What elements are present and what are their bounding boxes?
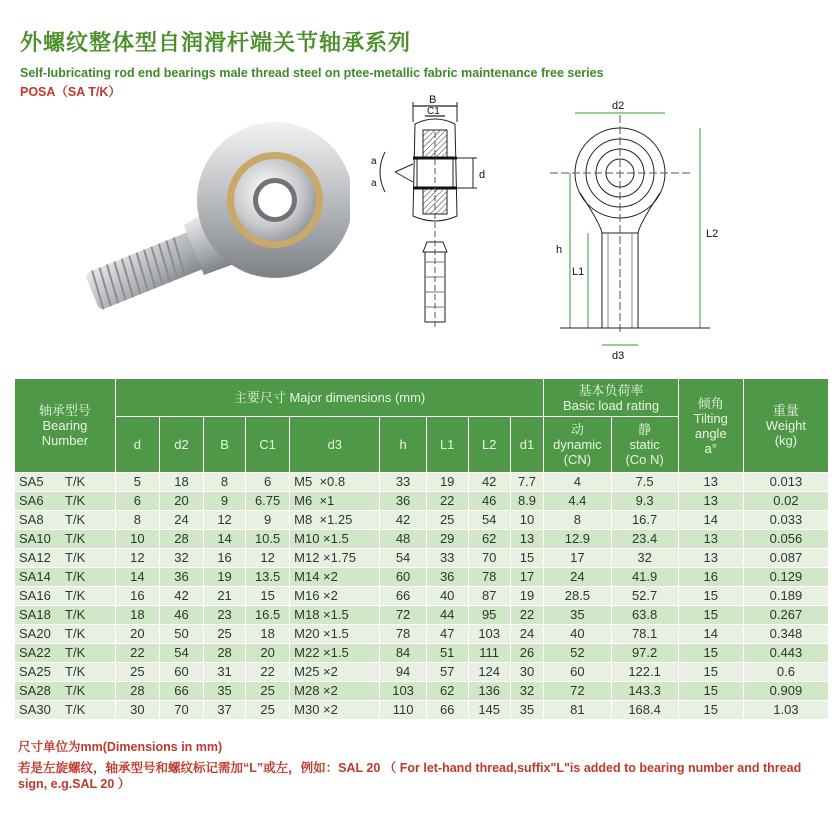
table-row <box>15 511 829 530</box>
table-cell: 12 <box>246 549 290 568</box>
rod-end-bearing-photo <box>60 110 350 310</box>
table-cell: 60 <box>380 568 426 587</box>
table-cell: 66 <box>159 682 203 701</box>
table-cell: 22 <box>426 492 468 511</box>
table-cell: 72 <box>544 682 611 701</box>
table-cell: 5 <box>115 473 159 492</box>
table-cell: 15 <box>678 701 743 720</box>
table-cell: 44 <box>426 606 468 625</box>
table-cell: 48 <box>380 530 426 549</box>
table-cell: 81 <box>544 701 611 720</box>
bearing-number-cell: SA6 T/K <box>15 492 116 511</box>
table-cell: 19 <box>510 587 544 606</box>
table-cell: 32 <box>510 682 544 701</box>
table-row <box>15 663 829 682</box>
table-cell: 31 <box>204 663 246 682</box>
table-row <box>15 682 829 701</box>
table-cell: 36 <box>380 492 426 511</box>
table-cell: 8 <box>115 511 159 530</box>
header-L2: L2 <box>468 417 510 473</box>
table-cell: 0.909 <box>743 682 828 701</box>
table-cell: 136 <box>468 682 510 701</box>
title-english: Self-lubricating rod end bearings male thread steel on ptee-metallic fabric maintenance free series <box>20 66 604 80</box>
table-cell: 33 <box>380 473 426 492</box>
table-cell: 40 <box>544 625 611 644</box>
table-cell: 66 <box>380 587 426 606</box>
table-cell: 70 <box>159 701 203 720</box>
table-cell: 18 <box>246 625 290 644</box>
header-B: B <box>204 417 246 473</box>
table-cell: 54 <box>380 549 426 568</box>
table-cell: 95 <box>468 606 510 625</box>
table-cell: 16.5 <box>246 606 290 625</box>
table-cell: 51 <box>426 644 468 663</box>
table-cell: 168.4 <box>611 701 678 720</box>
table-cell: M10 ×1.5 <box>290 530 380 549</box>
table-cell: 70 <box>468 549 510 568</box>
bearing-number-cell: SA30 T/K <box>15 701 116 720</box>
side-section-drawing <box>365 92 500 332</box>
table-cell: 12 <box>204 511 246 530</box>
table-cell: 103 <box>380 682 426 701</box>
table-cell: 0.189 <box>743 587 828 606</box>
dim-a-right: a <box>371 178 377 189</box>
header-major-dimensions: 主要尺寸 Major dimensions (mm) <box>115 379 543 417</box>
table-cell: 54 <box>159 644 203 663</box>
table-cell: 29 <box>426 530 468 549</box>
table-cell: 9 <box>246 511 290 530</box>
table-cell: M18 ×1.5 <box>290 606 380 625</box>
table-cell: 16 <box>204 549 246 568</box>
table-cell: 25 <box>204 625 246 644</box>
dim-h: h <box>556 244 563 256</box>
table-cell: 13 <box>510 530 544 549</box>
header-sta-en1: static <box>629 437 660 452</box>
table-cell: 15 <box>678 682 743 701</box>
model-series: POSA（SA T/K） <box>20 85 121 99</box>
table-cell: 0.02 <box>743 492 828 511</box>
table-cell: 7.7 <box>510 473 544 492</box>
table-cell: 7.5 <box>611 473 678 492</box>
table-cell: 15 <box>246 587 290 606</box>
table-cell: 50 <box>159 625 203 644</box>
header-model-cn: 轴承型号 <box>38 403 91 418</box>
table-cell: 63.8 <box>611 606 678 625</box>
table-cell: 28 <box>204 644 246 663</box>
table-cell: 0.056 <box>743 530 828 549</box>
header-d: d <box>115 417 159 473</box>
table-row <box>15 606 829 625</box>
table-cell: 6 <box>115 492 159 511</box>
table-cell: M6 ×1 <box>290 492 380 511</box>
table-cell: 103 <box>468 625 510 644</box>
table-cell: 0.033 <box>743 511 828 530</box>
table-cell: 1.03 <box>743 701 828 720</box>
table-cell: M30 ×2 <box>290 701 380 720</box>
table-cell: 42 <box>468 473 510 492</box>
table-cell: 10 <box>510 511 544 530</box>
table-cell: 16 <box>678 568 743 587</box>
table-cell: 8 <box>204 473 246 492</box>
dim-L1: L1 <box>572 266 585 278</box>
table-cell: M22 ×1.5 <box>290 644 380 663</box>
table-cell: M25 ×2 <box>290 663 380 682</box>
table-cell: 32 <box>159 549 203 568</box>
table-cell: M5 ×0.8 <box>290 473 380 492</box>
table-cell: 52 <box>544 644 611 663</box>
table-cell: 52.7 <box>611 587 678 606</box>
bearing-number-cell: SA8 T/K <box>15 511 116 530</box>
header-angle-en1: Tilting <box>693 410 728 426</box>
table-cell: 13 <box>678 530 743 549</box>
table-cell: 0.087 <box>743 549 828 568</box>
front-view-drawing <box>540 95 765 365</box>
table-cell: 19 <box>426 473 468 492</box>
table-cell: 84 <box>380 644 426 663</box>
table-row <box>15 701 829 720</box>
table-cell: 8.9 <box>510 492 544 511</box>
header-weight-cn: 重量 <box>772 403 799 418</box>
bearing-number-cell: SA14 T/K <box>15 568 116 587</box>
table-cell: 60 <box>159 663 203 682</box>
header-tilting-angle <box>678 379 743 473</box>
table-cell: 0.348 <box>743 625 828 644</box>
dim-d3: d3 <box>612 350 625 362</box>
header-weight-en1: Weight <box>765 418 807 433</box>
table-cell: 0.6 <box>743 663 828 682</box>
header-angle-en3: a° <box>704 440 717 456</box>
table-cell: 111 <box>468 644 510 663</box>
table-cell: 18 <box>159 473 203 492</box>
table-cell: 54 <box>468 511 510 530</box>
table-row <box>15 568 829 587</box>
table-row <box>15 530 829 549</box>
table-cell: 62 <box>426 682 468 701</box>
header-C1: C1 <box>246 417 290 473</box>
table-cell: 143.3 <box>611 682 678 701</box>
header-load-cn: 基本负荷率 <box>578 382 644 398</box>
table-cell: 4 <box>544 473 611 492</box>
table-cell: 0.267 <box>743 606 828 625</box>
table-cell: 97.2 <box>611 644 678 663</box>
table-cell: M12 ×1.75 <box>290 549 380 568</box>
table-cell: M8 ×1.25 <box>290 511 380 530</box>
table-cell: 18 <box>115 606 159 625</box>
bearing-number-cell: SA25 T/K <box>15 663 116 682</box>
table-cell: 25 <box>246 701 290 720</box>
header-d3: d3 <box>290 417 380 473</box>
dim-d2: d2 <box>612 100 625 112</box>
table-cell: 14 <box>678 511 743 530</box>
header-L1: L1 <box>426 417 468 473</box>
bearing-number-cell: SA18 T/K <box>15 606 116 625</box>
table-cell: 23 <box>204 606 246 625</box>
header-d1: d1 <box>510 417 544 473</box>
table-cell: 62 <box>468 530 510 549</box>
table-cell: 6 <box>246 473 290 492</box>
table-cell: 21 <box>204 587 246 606</box>
table-cell: 40 <box>426 587 468 606</box>
bearing-number-cell: SA22 T/K <box>15 644 116 663</box>
header-angle-en2: angle <box>694 425 727 441</box>
title-chinese: 外螺纹整体型自润滑杆端关节轴承系列 <box>20 31 412 56</box>
table-cell: 22 <box>115 644 159 663</box>
table-row <box>15 587 829 606</box>
bearing-number-cell: SA5 T/K <box>15 473 116 492</box>
table-cell: 20 <box>246 644 290 663</box>
table-cell: 6.75 <box>246 492 290 511</box>
table-cell: 46 <box>468 492 510 511</box>
table-cell: 36 <box>159 568 203 587</box>
table-cell: 30 <box>510 663 544 682</box>
table-cell: 15 <box>678 644 743 663</box>
table-cell: 28.5 <box>544 587 611 606</box>
bearing-number-cell: SA12 T/K <box>15 549 116 568</box>
header-dyn-en1: dynamic <box>553 437 602 452</box>
table-cell: 72 <box>380 606 426 625</box>
table-cell: 8 <box>544 511 611 530</box>
table-cell: 12 <box>115 549 159 568</box>
table-cell: 14 <box>678 625 743 644</box>
table-cell: 37 <box>204 701 246 720</box>
table-cell: 22 <box>510 606 544 625</box>
dim-L2: L2 <box>706 228 719 240</box>
table-cell: 22 <box>246 663 290 682</box>
table-cell: 78.1 <box>611 625 678 644</box>
table-cell: 33 <box>426 549 468 568</box>
table-cell: 35 <box>544 606 611 625</box>
table-cell: 60 <box>544 663 611 682</box>
table-cell: 13 <box>678 549 743 568</box>
table-cell: 124 <box>468 663 510 682</box>
header-weight-en2: (kg) <box>774 433 798 448</box>
header-load-en: Basic load rating <box>562 397 660 413</box>
table-cell: 94 <box>380 663 426 682</box>
table-cell: 26 <box>510 644 544 663</box>
header-angle-cn: 倾角 <box>697 395 724 411</box>
table-cell: 25 <box>246 682 290 701</box>
table-cell: 30 <box>115 701 159 720</box>
table-cell: 110 <box>380 701 426 720</box>
header-static <box>611 417 678 473</box>
table-cell: M20 ×1.5 <box>290 625 380 644</box>
table-cell: 16.7 <box>611 511 678 530</box>
table-cell: 4.4 <box>544 492 611 511</box>
header-sta-cn: 静 <box>638 422 652 437</box>
header-d2: d2 <box>159 417 203 473</box>
table-cell: 0.129 <box>743 568 828 587</box>
table-cell: 15 <box>678 663 743 682</box>
table-cell: 13 <box>678 473 743 492</box>
table-cell: 46 <box>159 606 203 625</box>
table-cell: 0.443 <box>743 644 828 663</box>
table-cell: 57 <box>426 663 468 682</box>
table-cell: M28 ×2 <box>290 682 380 701</box>
table-cell: 66 <box>426 701 468 720</box>
table-cell: 36 <box>426 568 468 587</box>
table-row <box>15 492 829 511</box>
table-cell: 10.5 <box>246 530 290 549</box>
header-basic-load <box>544 379 678 417</box>
dimensions-table <box>14 378 829 720</box>
table-cell: 24 <box>159 511 203 530</box>
table-cell: 19 <box>204 568 246 587</box>
header-sta-en2: (Co N) <box>625 452 664 467</box>
header-dyn-cn: 动 <box>570 422 584 437</box>
table-cell: 14 <box>204 530 246 549</box>
bearing-number-cell: SA10 T/K <box>15 530 116 549</box>
table-cell: 15 <box>510 549 544 568</box>
unit-note: 尺寸单位为mm(Dimensions in mm) <box>18 740 223 754</box>
bearing-number-cell: SA28 T/K <box>15 682 116 701</box>
table-cell: 13.5 <box>246 568 290 587</box>
header-bearing-number <box>15 379 116 473</box>
table-cell: 12.9 <box>544 530 611 549</box>
table-cell: 35 <box>204 682 246 701</box>
table-cell: 9 <box>204 492 246 511</box>
table-cell: 41.9 <box>611 568 678 587</box>
header-model-en2: Number <box>41 433 89 448</box>
table-cell: 14 <box>115 568 159 587</box>
table-cell: 25 <box>115 663 159 682</box>
header-h: h <box>380 417 426 473</box>
table-cell: 17 <box>544 549 611 568</box>
table-cell: 16 <box>115 587 159 606</box>
table-cell: 28 <box>115 682 159 701</box>
table-cell: 78 <box>380 625 426 644</box>
table-cell: M16 ×2 <box>290 587 380 606</box>
table-row <box>15 473 829 492</box>
table-cell: 24 <box>544 568 611 587</box>
dim-a-left: a <box>371 156 377 167</box>
table-cell: 23.4 <box>611 530 678 549</box>
table-cell: 42 <box>159 587 203 606</box>
table-cell: 145 <box>468 701 510 720</box>
left-hand-thread-note: 若是左旋螺纹，轴承型号和螺纹标记需加“L”或左，例如：SAL 20 （ For let-hand thread,suffix"L"is added to bearing number and thread sign, e.g.SAL 20 ） <box>18 761 802 791</box>
table-row <box>15 549 829 568</box>
table-cell: 10 <box>115 530 159 549</box>
table-cell: 87 <box>468 587 510 606</box>
table-cell: 15 <box>678 587 743 606</box>
header-weight <box>743 379 828 473</box>
table-cell: 122.1 <box>611 663 678 682</box>
table-cell: 25 <box>426 511 468 530</box>
table-cell: 32 <box>611 549 678 568</box>
dim-C1: C1 <box>427 106 440 117</box>
bearing-number-cell: SA16 T/K <box>15 587 116 606</box>
table-cell: 28 <box>159 530 203 549</box>
table-cell: 35 <box>510 701 544 720</box>
dim-B: B <box>429 94 437 106</box>
table-row <box>15 625 829 644</box>
table-cell: 24 <box>510 625 544 644</box>
header-dyn-en2: (CN) <box>563 452 592 467</box>
table-cell: 17 <box>510 568 544 587</box>
dim-d: d <box>479 169 486 181</box>
table-cell: 0.013 <box>743 473 828 492</box>
table-cell: 47 <box>426 625 468 644</box>
table-cell: 13 <box>678 492 743 511</box>
table-cell: 78 <box>468 568 510 587</box>
table-cell: 42 <box>380 511 426 530</box>
header-dynamic <box>544 417 611 473</box>
header-model-en1: Bearing <box>42 418 88 433</box>
table-cell: 20 <box>159 492 203 511</box>
table-cell: M14 ×2 <box>290 568 380 587</box>
bearing-number-cell: SA20 T/K <box>15 625 116 644</box>
table-cell: 20 <box>115 625 159 644</box>
table-row <box>15 644 829 663</box>
table-cell: 9.3 <box>611 492 678 511</box>
table-cell: 15 <box>678 606 743 625</box>
